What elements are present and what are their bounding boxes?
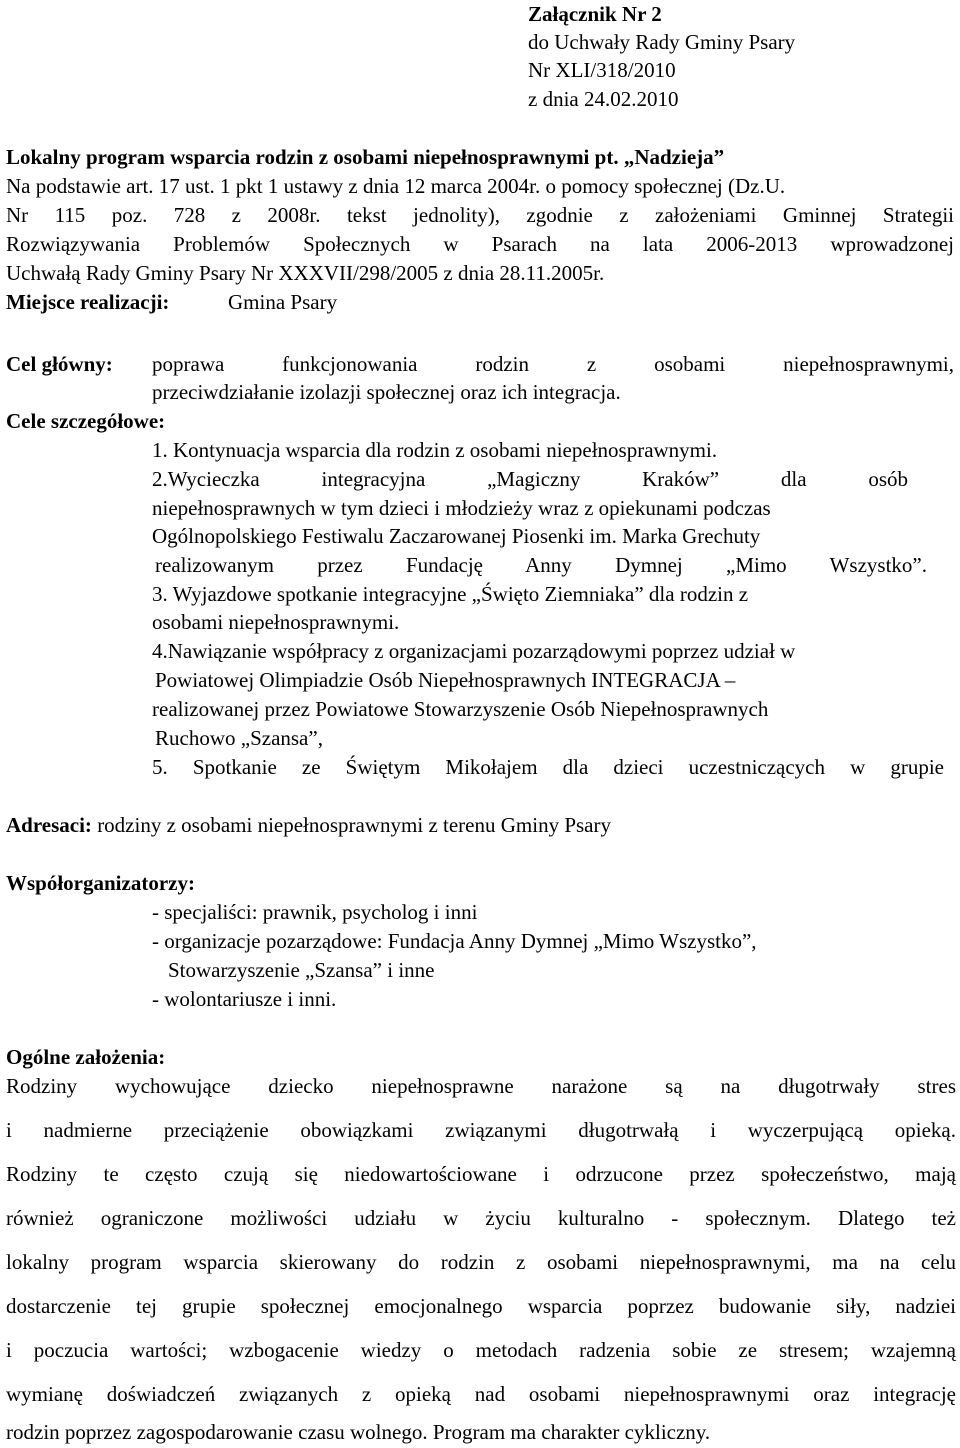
annex-date: z dnia 24.02.2010 [528, 87, 679, 111]
annex-resolution: do Uchwały Rady Gminy Psary [528, 30, 796, 54]
co-organizer-item: Stowarzyszenie „Szansa” i inne [168, 958, 435, 982]
goal-item: realizowanej przez Powiatowe Stowarzyszenie Osób Niepełnosprawnych [152, 697, 769, 721]
location-label: Miejsce realizacji: [6, 290, 170, 314]
location-row [6, 288, 337, 317]
co-organizer-item: - organizacje pozarządowe: Fundacja Anny Dymnej „Mimo Wszystko”, [152, 929, 757, 953]
goal-item: osobami niepełnosprawnymi. [152, 610, 400, 634]
assumptions-paragraph-line: rodzin poprzez zagospodarowanie czasu wolnego. Program ma charakter cykliczny. [6, 1420, 711, 1444]
goal-item: 2.Wycieczka integracyjna „Magiczny Kraków” dla osób [152, 467, 908, 491]
goal-item: realizowanym przez Fundację Anny Dymnej „Mimo Wszystko”. [155, 553, 927, 577]
goal-item: 1. Kontynuacja wsparcia dla rodzin z osobami niepełnosprawnymi. [152, 438, 718, 462]
recipients-value: rodziny z osobami niepełnosprawnymi z terenu Gminy Psary [97, 813, 611, 837]
assumptions-paragraph-line: Rodziny wychowujące dziecko niepełnosprawne narażone są na długotrwały stres [6, 1074, 956, 1098]
goal-item: 3. Wyjazdowe spotkanie integracyjne „Święto Ziemniaka” dla rodzin z [152, 582, 749, 606]
assumptions-paragraph-line: wymianę doświadczeń związanych z opieką nad osobami niepełnosprawnymi oraz integrację [6, 1382, 956, 1406]
annex-title: Załącznik Nr 2 [528, 2, 662, 26]
legal-basis-line: Rozwiązywania Problemów Społecznych w Psarach na lata 2006-2013 wprowadzonej [6, 232, 954, 256]
goal-item: niepełnosprawnych w tym dzieci i młodzieży wraz z opiekunami podczas [152, 496, 771, 520]
goal-item: Powiatowej Olimpiadzie Osób Niepełnosprawnych INTEGRACJA – [155, 668, 736, 692]
goal-item: Ogólnopolskiego Festiwalu Zaczarowanej Piosenki im. Marka Grechuty [152, 524, 761, 548]
main-goal-text: przeciwdziałanie izolazji społecznej oraz ich integracja. [152, 380, 621, 404]
assumptions-paragraph-line: i poczucia wartości; wzbogacenie wiedzy o metodach radzenia sobie ze stresem; wzajemną [6, 1338, 956, 1362]
program-title: Lokalny program wsparcia rodzin z osobami niepełnosprawnymi pt. „Nadzieja” [6, 145, 725, 169]
assumptions-label: Ogólne założenia: [6, 1045, 166, 1069]
assumptions-paragraph-line: i nadmierne przeciążenie obowiązkami związanymi długotrwałą i wyczerpującą opieką. [6, 1118, 956, 1142]
assumptions-paragraph-line: lokalny program wsparcia skierowany do rodzin z osobami niepełnosprawnymi, ma na celu [6, 1250, 956, 1274]
recipients-row [6, 811, 611, 840]
main-goal-label: Cel główny: [6, 352, 113, 376]
assumptions-paragraph-line: Rodziny te często czują się niedowartościowane i odrzucone przez społeczeństwo, mają [6, 1162, 956, 1186]
main-goal-text: poprawa funkcjonowania rodzin z osobami niepełnosprawnymi, [152, 352, 954, 376]
goal-item: 5. Spotkanie ze Świętym Mikołajem dla dzieci uczestniczących w grupie [152, 755, 944, 779]
annex-number: Nr XLI/318/2010 [528, 58, 676, 82]
goal-item: 4.Nawiązanie współpracy z organizacjami pozarządowymi poprzez udział w [152, 639, 796, 663]
recipients-label: Adresaci: [6, 813, 92, 837]
co-organizer-item: - specjaliści: prawnik, psycholog i inni [152, 900, 478, 924]
goal-item: Ruchowo „Szansa”, [155, 726, 323, 750]
detailed-goals-label: Cele szczegółowe: [6, 409, 166, 433]
location-value: Gmina Psary [228, 290, 338, 314]
assumptions-paragraph-line: również ograniczone możliwości udziału w życiu kulturalno - społecznym. Dlatego też [6, 1206, 956, 1230]
legal-basis-line: Nr 115 poz. 728 z 2008r. tekst jednolity), zgodnie z założeniami Gminnej Strategii [6, 203, 954, 227]
co-organizer-item: - wolontariusze i inni. [152, 987, 337, 1011]
legal-basis-line: Uchwałą Rady Gminy Psary Nr XXXVII/298/2005 z dnia 28.11.2005r. [6, 261, 605, 285]
co-organizers-label: Współorganizatorzy: [6, 871, 195, 895]
assumptions-paragraph-line: dostarczenie tej grupie społecznej emocjonalnego wsparcia poprzez budowanie siły, nadziei [6, 1294, 956, 1318]
legal-basis-line: Na podstawie art. 17 ust. 1 pkt 1 ustawy z dnia 12 marca 2004r. o pomocy społecznej (Dz.U. [6, 174, 786, 198]
